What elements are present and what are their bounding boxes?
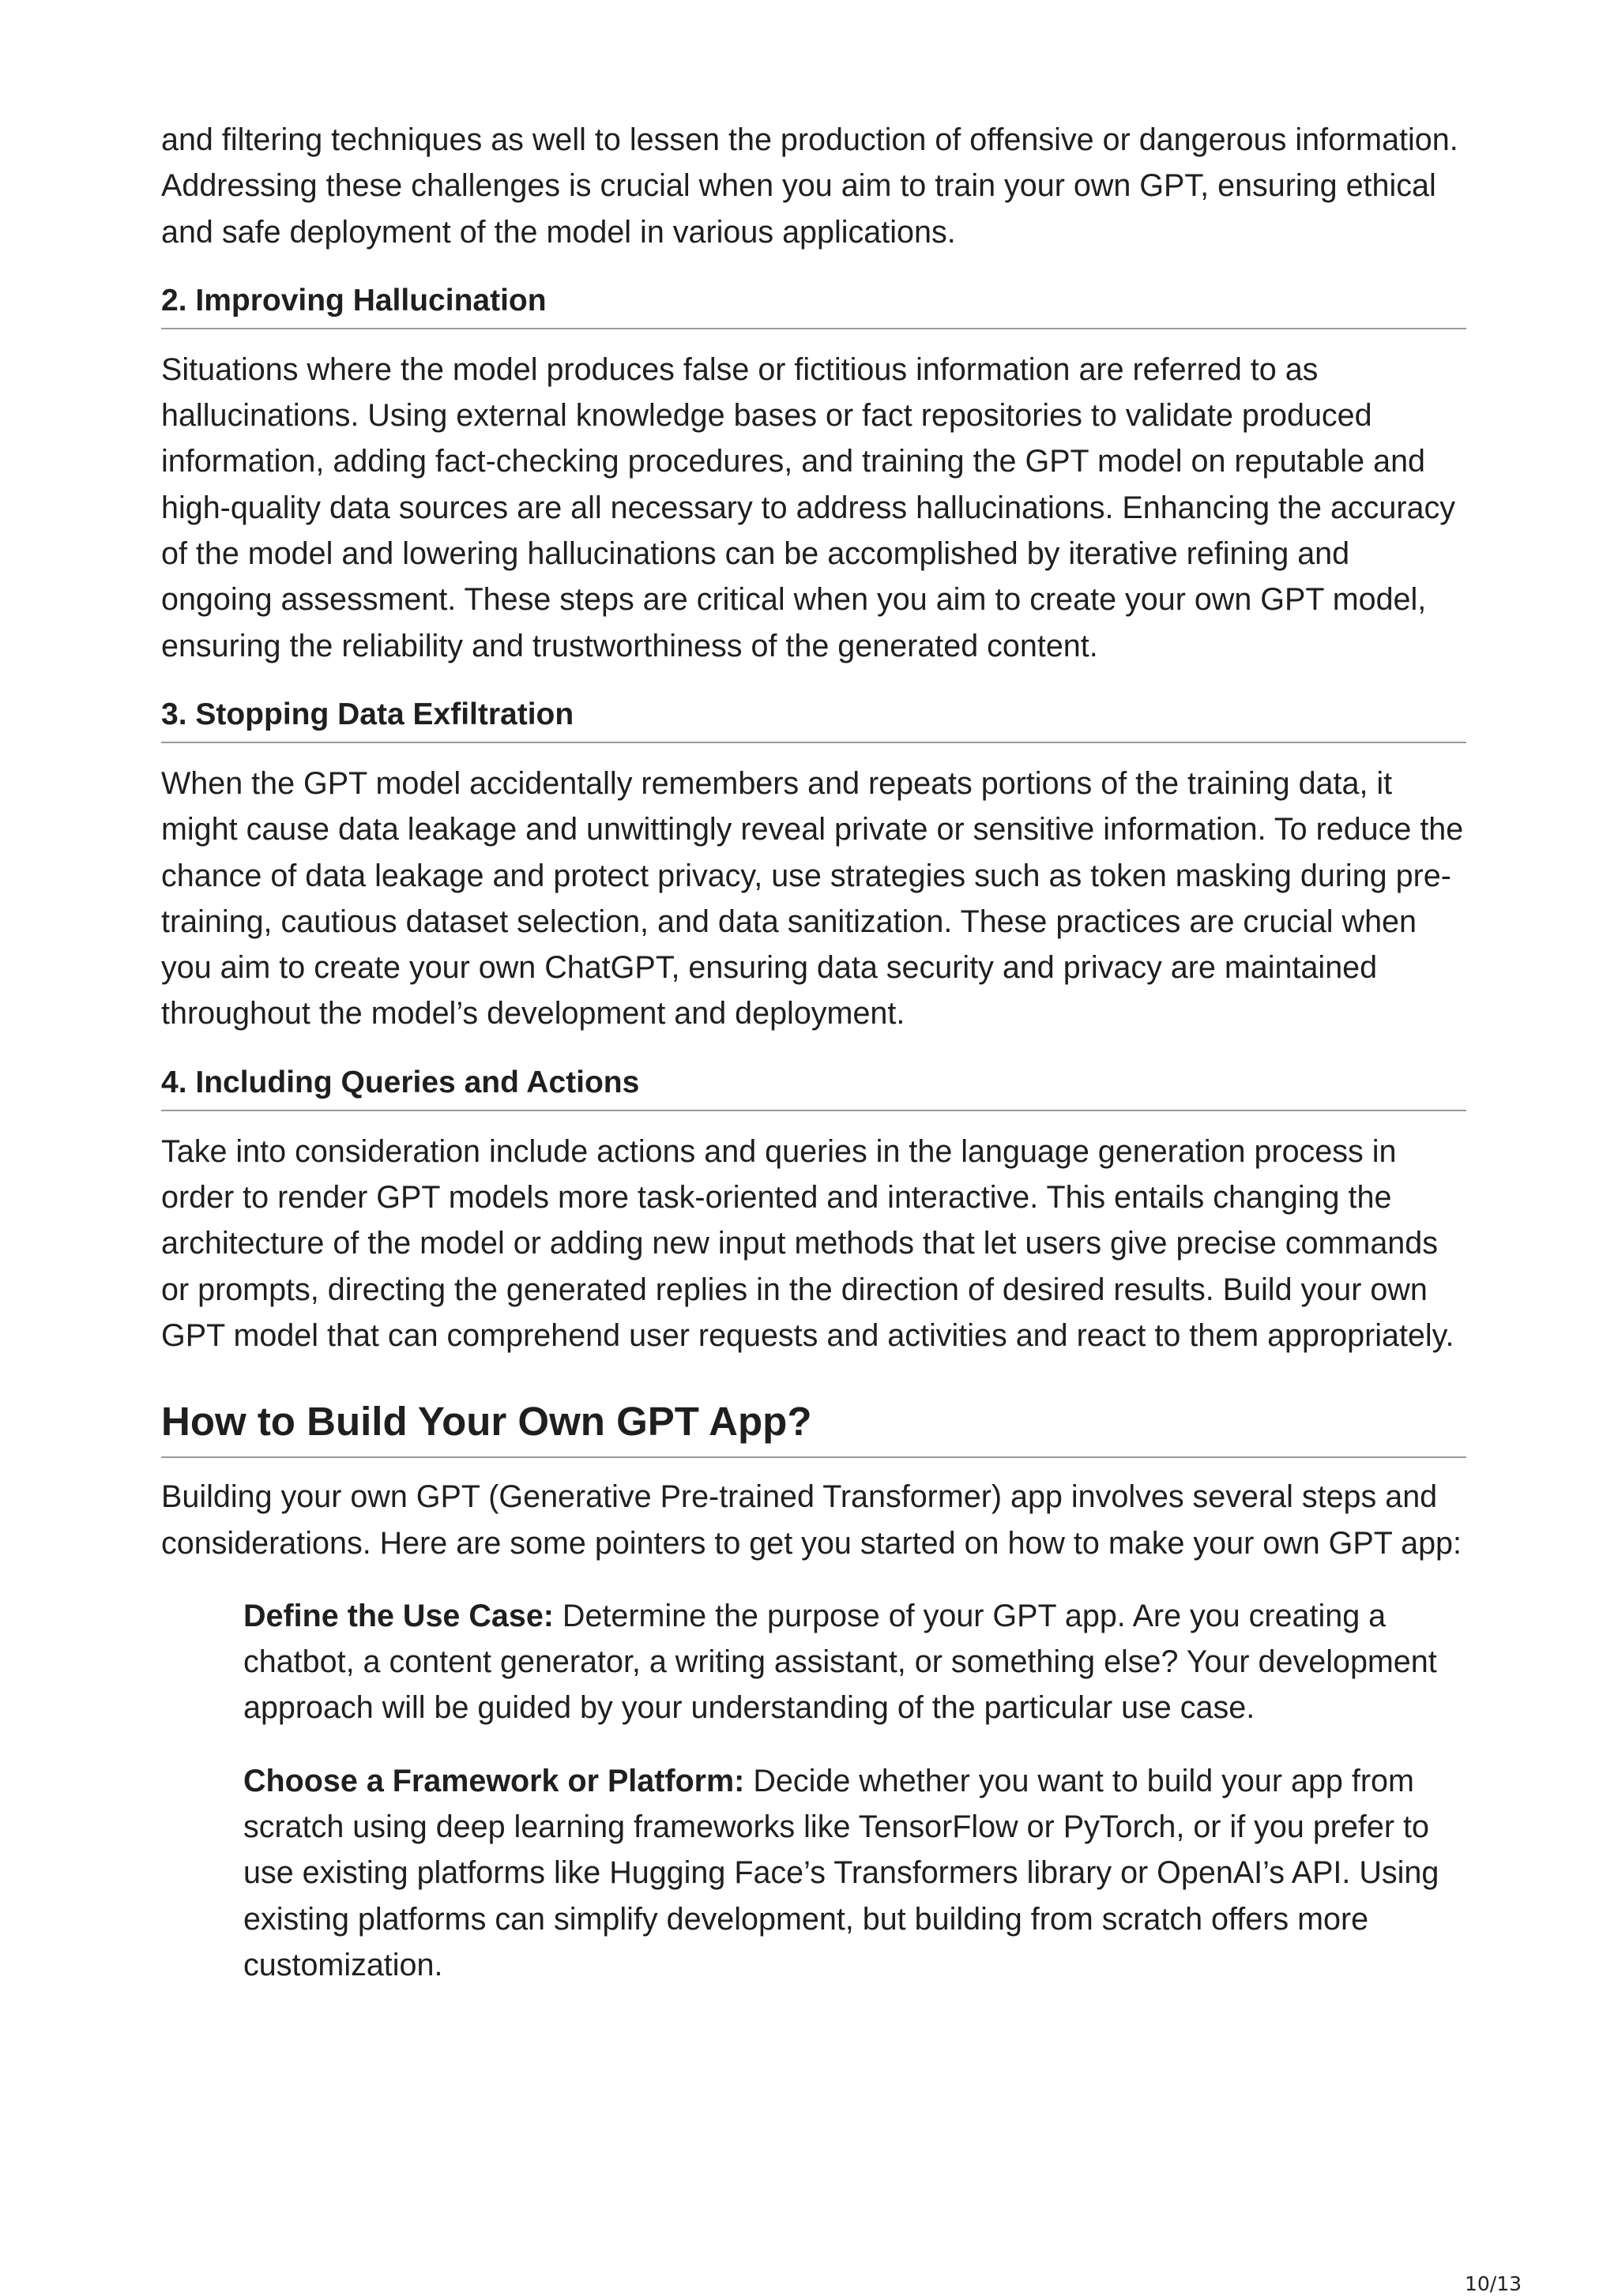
list-item-text: Decide whether you want to build your app from scratch using deep learning frameworks like TensorFlow or PyTorch, or if you prefer to use existing platforms like Hugging Face’s Transformers library or OpenAI’s API. Using existing platforms can simplify development, but building from scratch offers more customization. [243,1763,1439,1982]
section-body-stopping-data-exfiltration: When the GPT model accidentally remembers and repeats portions of the training data, it might cause data leakage and unwittingly reveal private or sensitive information. To reduce the chance of data leakage and protect privacy, use strategies such as token masking during pre-training, cautious dataset selection, and data sanitization. These practices are crucial when you aim to create your own ChatGPT, ensuring data security and privacy are maintained throughout the model’s development and deployment. [161,765,1464,1032]
list-item-text: Determine the purpose of your GPT app. Are you creating a chatbot, a content generator, a writing assistant, or something else? Your development approach will be guided by your understanding of the particular use case. [243,1598,1437,1726]
section-body-including-queries-and-actions: Take into consideration include actions and queries in the language generation process in order to render GPT models more task-oriented and interactive. This entails changing the architecture of the model or adding new input methods that let users give precise commands or prompts, directing the generated replies in the direction of desired results. Build your own GPT model that can comprehend user requests and activities and react to them appropriately. [161,1133,1454,1353]
list-item-choose-framework [243,1758,1466,1988]
list-item-define-use-case [243,1593,1466,1731]
section-heading-improving-hallucination: 2. Improving Hallucination [161,282,1466,329]
intro-paragraph: and filtering techniques as well to lessen the production of offensive or dangerous information. Addressing these challenges is crucial when you aim to train your own GPT, ensuring ethical and safe deployment of the model in various applications. [161,122,1458,250]
list-item-label: Define the Use Case: [243,1598,554,1633]
build-gpt-app-intro: Building your own GPT (Generative Pre-trained Transformer) app involves several steps and considerations. Here are some pointers to get you started on how to make your own GPT app: [161,1479,1462,1561]
page-number: 10/13 [1464,2272,1522,2295]
document-page [161,117,1466,1988]
section-heading-including-queries-and-actions: 4. Including Queries and Actions [161,1064,1466,1111]
build-gpt-app-heading: How to Build Your Own GPT App? [161,1398,1466,1458]
section-heading-stopping-data-exfiltration: 3. Stopping Data Exfiltration [161,696,1466,743]
build-steps-list [161,1593,1466,1988]
section-body-improving-hallucination: Situations where the model produces false or fictitious information are referred to as hallucinations. Using external knowledge bases or fact repositories to validate produced information, adding fact-checking procedures, and training the GPT model on reputable and high-quality data sources are all necessary to address hallucinations. Enhancing the accuracy of the model and lowering hallucinations can be accomplished by iterative refining and ongoing assessment. These steps are critical when you aim to create your own GPT model, ensuring the reliability and trustworthiness of the generated content. [161,351,1455,663]
list-item-label: Choose a Framework or Platform: [243,1763,745,1798]
